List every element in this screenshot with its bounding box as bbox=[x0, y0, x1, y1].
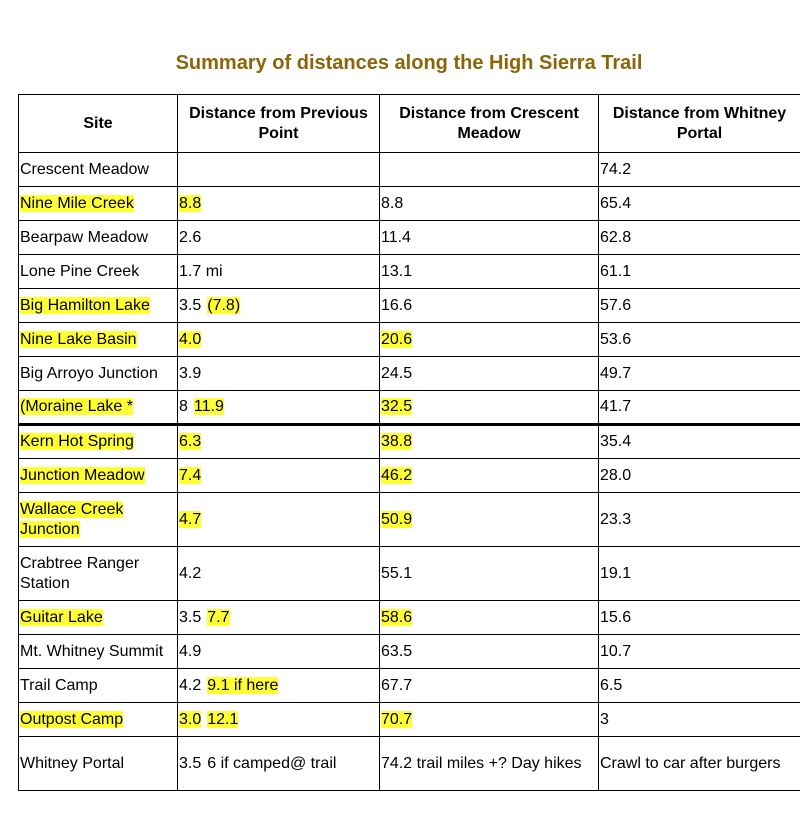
table-row bbox=[19, 255, 800, 289]
table-body bbox=[19, 153, 800, 791]
site-name: Outpost Camp bbox=[20, 710, 124, 728]
crescent-distance: 55.1 bbox=[381, 564, 413, 582]
crescent-distance-cell bbox=[380, 601, 599, 635]
whitney-distance: 35.4 bbox=[600, 433, 632, 450]
header-row bbox=[19, 95, 800, 153]
site-name: Wallace Creek Junction bbox=[20, 500, 124, 538]
cumulative-distance-note: 6 if camped@ trail bbox=[207, 754, 337, 772]
table-row bbox=[19, 601, 800, 635]
whitney-distance-cell bbox=[599, 547, 800, 601]
whitney-distance: Crawl to car after burgers bbox=[600, 754, 781, 772]
cumulative-distance-note: 12.1 bbox=[207, 710, 239, 728]
previous-distance: 7.4 bbox=[179, 466, 202, 484]
previous-distance: 3.0 bbox=[179, 710, 202, 728]
crescent-distance: 20.6 bbox=[381, 330, 413, 348]
whitney-distance: 15.6 bbox=[600, 608, 632, 626]
table-row bbox=[19, 391, 800, 425]
table-row bbox=[19, 493, 800, 547]
whitney-distance-cell bbox=[599, 425, 800, 459]
site-cell bbox=[19, 635, 178, 669]
site-name: Crabtree Ranger Station bbox=[20, 554, 140, 592]
table-row bbox=[19, 635, 800, 669]
whitney-distance: 23.3 bbox=[600, 510, 632, 528]
table-row bbox=[19, 221, 800, 255]
previous-distance-cell bbox=[178, 187, 380, 221]
crescent-distance-cell bbox=[380, 255, 599, 289]
site-name: Nine Lake Basin bbox=[20, 330, 137, 348]
previous-distance: 4.9 bbox=[179, 642, 202, 660]
site-cell bbox=[19, 547, 178, 601]
whitney-distance-cell bbox=[599, 391, 800, 425]
column-header-crescent: Distance from Crescent Meadow bbox=[380, 95, 599, 153]
whitney-distance-cell bbox=[599, 187, 800, 221]
crescent-distance: 58.6 bbox=[381, 608, 413, 626]
table-row bbox=[19, 547, 800, 601]
whitney-distance-cell bbox=[599, 323, 800, 357]
whitney-distance: 61.1 bbox=[600, 262, 632, 280]
previous-distance-cell bbox=[178, 153, 380, 187]
whitney-distance-cell bbox=[599, 459, 800, 493]
site-name: Kern Hot Spring bbox=[20, 433, 134, 450]
column-header-previous: Distance from Previous Point bbox=[178, 95, 380, 153]
previous-distance-cell bbox=[178, 493, 380, 547]
previous-distance-cell bbox=[178, 737, 380, 791]
previous-distance: 4.2 bbox=[179, 676, 202, 694]
previous-distance-cell bbox=[178, 547, 380, 601]
crescent-distance: 32.5 bbox=[381, 398, 413, 415]
site-name: Junction Meadow bbox=[20, 466, 145, 484]
previous-distance-cell bbox=[178, 289, 380, 323]
previous-distance-cell bbox=[178, 323, 380, 357]
table-row bbox=[19, 289, 800, 323]
whitney-distance: 41.7 bbox=[600, 398, 632, 415]
crescent-distance: 8.8 bbox=[381, 194, 404, 212]
previous-distance-cell bbox=[178, 255, 380, 289]
cumulative-distance-note: 7.7 bbox=[207, 608, 230, 626]
table-row bbox=[19, 357, 800, 391]
crescent-distance-cell bbox=[380, 425, 599, 459]
whitney-distance-cell bbox=[599, 635, 800, 669]
table-row bbox=[19, 737, 800, 791]
previous-distance: 3.9 bbox=[179, 364, 202, 382]
crescent-distance-cell bbox=[380, 221, 599, 255]
site-name: Trail Camp bbox=[20, 676, 98, 694]
site-name: Guitar Lake bbox=[20, 608, 103, 626]
previous-distance-cell bbox=[178, 425, 380, 459]
column-header-site: Site bbox=[19, 95, 178, 153]
crescent-distance: 16.6 bbox=[381, 296, 413, 314]
cumulative-distance-note: 11.9 bbox=[193, 398, 224, 415]
crescent-distance-cell bbox=[380, 391, 599, 425]
site-name: Crescent Meadow bbox=[20, 160, 149, 178]
site-name: Big Arroyo Junction bbox=[20, 364, 158, 382]
crescent-distance: 67.7 bbox=[381, 676, 413, 694]
table-row bbox=[19, 187, 800, 221]
previous-distance: 2.6 bbox=[179, 228, 202, 246]
site-cell bbox=[19, 289, 178, 323]
crescent-distance-cell bbox=[380, 187, 599, 221]
site-cell bbox=[19, 255, 178, 289]
previous-distance-cell bbox=[178, 703, 380, 737]
table-row bbox=[19, 153, 800, 187]
site-name: Whitney Portal bbox=[20, 754, 125, 772]
whitney-distance-cell bbox=[599, 221, 800, 255]
whitney-distance: 65.4 bbox=[600, 194, 632, 212]
previous-distance-cell bbox=[178, 635, 380, 669]
crescent-distance-cell bbox=[380, 493, 599, 547]
crescent-distance-cell bbox=[380, 459, 599, 493]
whitney-distance-cell bbox=[599, 153, 800, 187]
table-row bbox=[19, 425, 800, 459]
previous-distance-cell bbox=[178, 221, 380, 255]
page-title: Summary of distances along the High Sierra Trail bbox=[175, 52, 643, 74]
crescent-distance: 63.5 bbox=[381, 642, 413, 660]
crescent-distance-cell bbox=[380, 635, 599, 669]
previous-distance: 8.8 bbox=[179, 194, 202, 212]
previous-distance: 1.7 mi bbox=[179, 262, 223, 280]
previous-distance: 3.5 bbox=[179, 608, 202, 626]
site-name: Bearpaw Meadow bbox=[20, 228, 149, 246]
crescent-distance: 50.9 bbox=[381, 510, 413, 528]
crescent-distance-cell bbox=[380, 737, 599, 791]
site-cell bbox=[19, 703, 178, 737]
site-name: Mt. Whitney Summit bbox=[20, 642, 164, 660]
crescent-distance-cell bbox=[380, 323, 599, 357]
crescent-distance: 13.1 bbox=[381, 262, 413, 280]
site-cell bbox=[19, 153, 178, 187]
site-cell bbox=[19, 187, 178, 221]
whitney-distance: 57.6 bbox=[600, 296, 632, 314]
previous-distance: 4.7 bbox=[179, 510, 202, 528]
table-row bbox=[19, 459, 800, 493]
previous-distance: 4.2 bbox=[179, 564, 202, 582]
site-name: Lone Pine Creek bbox=[20, 262, 140, 280]
whitney-distance: 19.1 bbox=[600, 564, 632, 582]
crescent-distance-cell bbox=[380, 703, 599, 737]
previous-distance: 3.5 bbox=[179, 754, 202, 772]
whitney-distance-cell bbox=[599, 669, 800, 703]
site-name: Nine Mile Creek bbox=[20, 194, 134, 212]
whitney-distance: 53.6 bbox=[600, 330, 632, 348]
crescent-distance-cell bbox=[380, 357, 599, 391]
site-cell bbox=[19, 493, 178, 547]
site-cell bbox=[19, 323, 178, 357]
whitney-distance: 28.0 bbox=[600, 466, 632, 484]
whitney-distance: 6.5 bbox=[600, 676, 623, 694]
whitney-distance: 62.8 bbox=[600, 228, 632, 246]
whitney-distance-cell bbox=[599, 357, 800, 391]
previous-distance-cell bbox=[178, 391, 380, 425]
whitney-distance-cell bbox=[599, 289, 800, 323]
table-row bbox=[19, 323, 800, 357]
distance-table bbox=[18, 94, 800, 791]
previous-distance-cell bbox=[178, 601, 380, 635]
crescent-distance: 38.8 bbox=[381, 433, 413, 450]
previous-distance: 8 bbox=[179, 398, 188, 415]
site-cell bbox=[19, 669, 178, 703]
whitney-distance-cell bbox=[599, 255, 800, 289]
whitney-distance: 10.7 bbox=[600, 642, 632, 660]
site-cell bbox=[19, 601, 178, 635]
crescent-distance-cell bbox=[380, 153, 599, 187]
table-row bbox=[19, 669, 800, 703]
site-name: (Moraine Lake * bbox=[20, 398, 133, 415]
crescent-distance: 70.7 bbox=[381, 710, 413, 728]
crescent-distance: 46.2 bbox=[381, 466, 413, 484]
previous-distance: 3.5 bbox=[179, 296, 202, 314]
whitney-distance-cell bbox=[599, 601, 800, 635]
site-name: Big Hamilton Lake bbox=[20, 296, 150, 314]
crescent-distance: 24.5 bbox=[381, 364, 413, 382]
crescent-distance-cell bbox=[380, 547, 599, 601]
previous-distance: 6.3 bbox=[179, 433, 202, 450]
previous-distance-cell bbox=[178, 669, 380, 703]
site-cell bbox=[19, 221, 178, 255]
column-header-whitney: Distance from Whitney Portal bbox=[599, 95, 800, 153]
site-cell bbox=[19, 391, 178, 425]
whitney-distance-cell bbox=[599, 737, 800, 791]
whitney-distance: 3 bbox=[600, 710, 609, 728]
site-cell bbox=[19, 737, 178, 791]
crescent-distance-cell bbox=[380, 669, 599, 703]
crescent-distance-cell bbox=[380, 289, 599, 323]
site-cell bbox=[19, 425, 178, 459]
whitney-distance: 74.2 bbox=[600, 160, 632, 178]
crescent-distance: 11.4 bbox=[381, 228, 411, 246]
previous-distance-cell bbox=[178, 459, 380, 493]
previous-distance: 4.0 bbox=[179, 330, 202, 348]
cumulative-distance-note: (7.8) bbox=[207, 296, 241, 314]
site-cell bbox=[19, 459, 178, 493]
previous-distance-cell bbox=[178, 357, 380, 391]
whitney-distance-cell bbox=[599, 703, 800, 737]
table-row bbox=[19, 703, 800, 737]
whitney-distance: 49.7 bbox=[600, 364, 632, 382]
crescent-distance: 74.2 trail miles +? Day hikes bbox=[381, 754, 582, 772]
whitney-distance-cell bbox=[599, 493, 800, 547]
site-cell bbox=[19, 357, 178, 391]
cumulative-distance-note: 9.1 if here bbox=[207, 676, 279, 694]
